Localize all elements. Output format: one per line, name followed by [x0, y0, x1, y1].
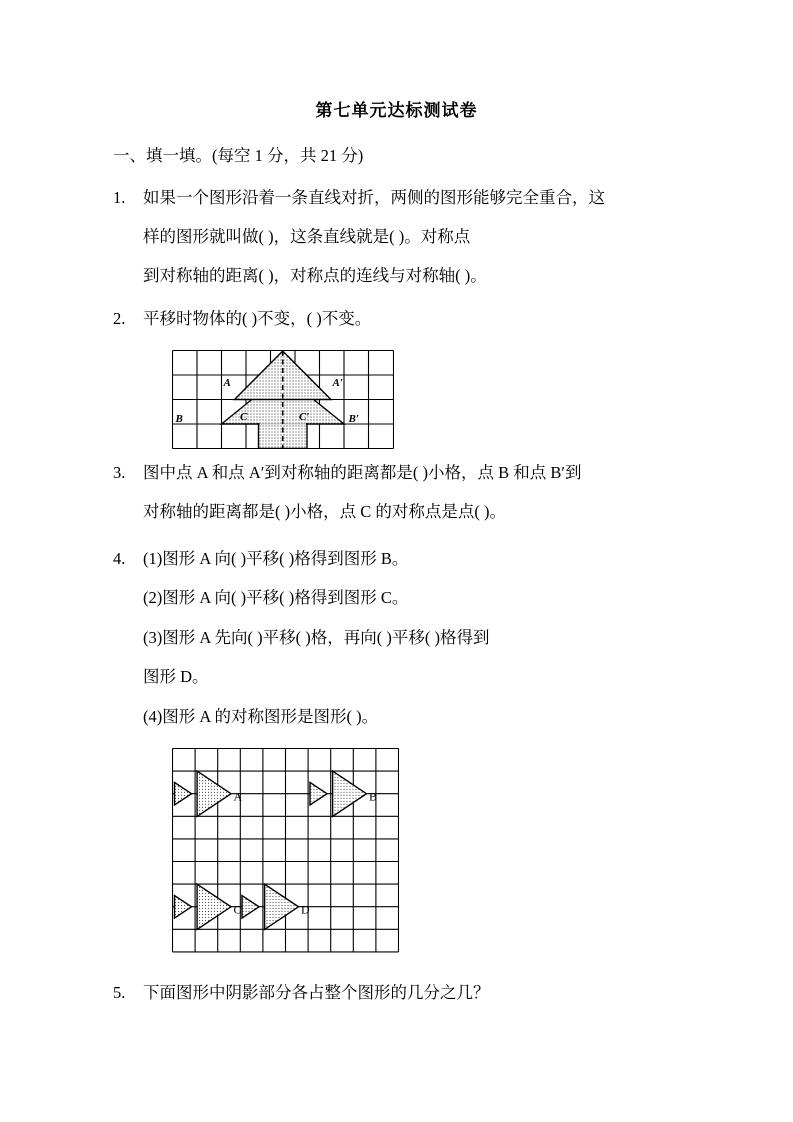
- question-5-number: 5.: [113, 983, 126, 1002]
- question-4-line-2: (2)图形 A 向( )平移( )格得到图形 C。: [143, 588, 409, 607]
- point-label-B-prime: B′: [348, 413, 359, 425]
- point-label-A-prime: A′: [332, 377, 343, 389]
- shape-C: [175, 884, 232, 929]
- point-label-C: C: [240, 411, 248, 423]
- shape-label-C: C: [233, 902, 242, 917]
- question-1-line-1: 如果一个图形沿着一条直线对折，两侧的图形能够完全重合，这: [143, 188, 605, 207]
- point-label-C-prime: C′: [299, 411, 310, 423]
- question-4-line-1: (1)图形 A 向( )平移( )格得到图形 B。: [143, 549, 409, 568]
- shape-A: [175, 771, 232, 816]
- question-1-line-3: 到对称轴的距离( )，对称点的连线与对称轴( )。: [143, 266, 487, 285]
- point-label-A: A: [223, 377, 231, 389]
- question-4-line-4: 图形 D。: [143, 667, 209, 686]
- symmetric-arrow-shape: [222, 351, 345, 449]
- page-title: 第七单元达标测试卷: [315, 101, 478, 121]
- question-3-line-1: 图中点 A 和点 A′到对称轴的距离都是( )小格，点 B 和点 B′到: [143, 463, 582, 482]
- figure-symmetry-arrow: [172, 350, 394, 449]
- question-3-line-2: 对称轴的距离都是( )小格，点 C 的对称点是点( )。: [143, 502, 506, 521]
- question-5-line-1: 下面图形中阴影部分各占整个图形的几分之几？: [143, 983, 490, 1002]
- shape-label-D: D: [301, 902, 310, 917]
- section-heading-fill-in: 一、填一填。(每空 1 分，共 21 分): [113, 146, 364, 165]
- question-4-line-3: (3)图形 A 先向( )平移( )格，再向( )平移( )格得到: [143, 628, 490, 647]
- shape-label-B: B: [369, 789, 378, 804]
- question-2-line-1: 平移时物体的( )不变，( )不变。: [143, 309, 372, 328]
- question-2-number: 2.: [113, 309, 126, 328]
- question-3-number: 3.: [113, 463, 126, 482]
- question-4-line-5: (4)图形 A 的对称图形是图形( )。: [143, 707, 379, 726]
- question-4-number: 4.: [113, 549, 126, 568]
- question-1-line-2: 样的图形就叫做( )，这条直线就是( )。对称点: [143, 227, 471, 246]
- shape-label-A: A: [233, 789, 243, 804]
- figure-translation-arrows: [172, 748, 399, 953]
- point-label-B: B: [175, 413, 183, 425]
- shape-B: [310, 771, 367, 816]
- question-1-number: 1.: [113, 188, 126, 207]
- shape-D: [242, 884, 299, 929]
